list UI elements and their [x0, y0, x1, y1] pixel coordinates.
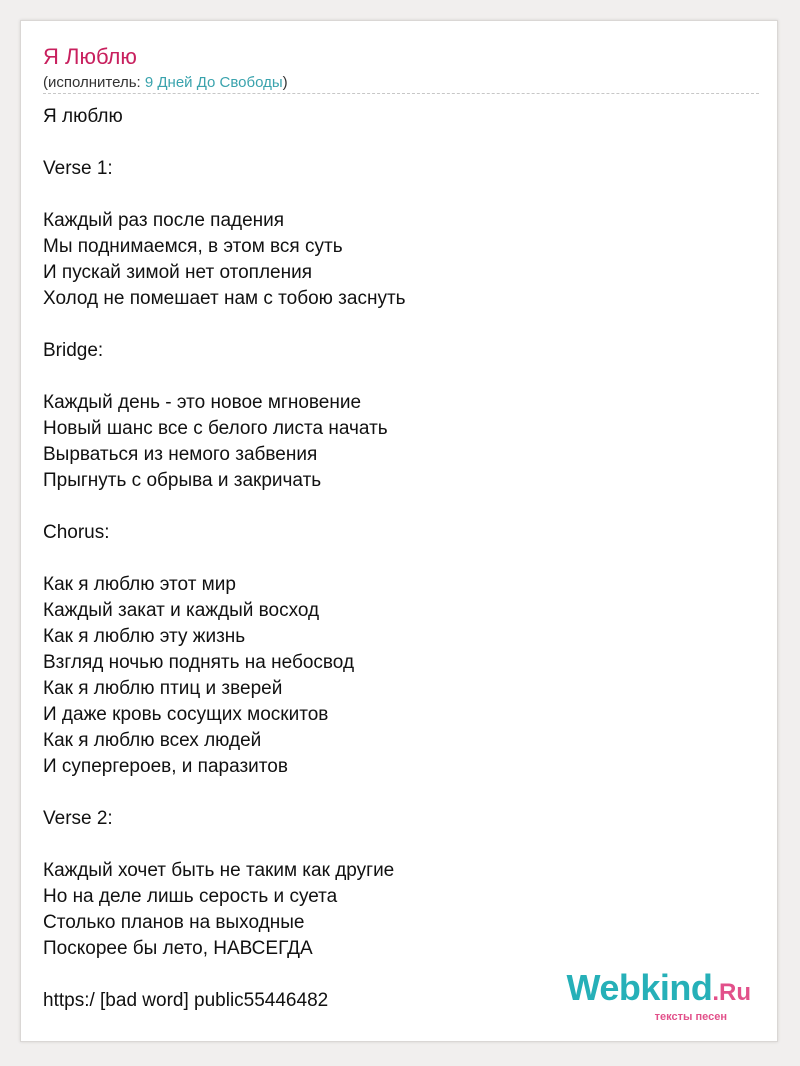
logo-wordmark	[566, 967, 751, 1013]
lyric-line: Новый шанс все с белого листа начать	[43, 418, 388, 439]
lyric-line: Verse 2:	[43, 808, 113, 829]
logo-tagline: тексты песен	[654, 1011, 727, 1023]
song-title: Я Люблю	[43, 44, 137, 69]
lyric-blank-line	[43, 780, 759, 806]
lyric-line: Каждый день - это новое мгновение	[43, 392, 362, 413]
lyric-line: И пускай зимой нет отопления	[43, 262, 312, 283]
lyric-line: Как я люблю этот мир	[43, 574, 236, 595]
title-divider	[43, 93, 759, 94]
lyric-line: Как я люблю птиц и зверей	[43, 678, 283, 699]
lyric-line: Прыгнуть с обрыва и закричать	[43, 470, 322, 491]
lyric-line: Каждый хочет быть не таким как другие	[43, 860, 395, 881]
artist-link[interactable]: 9 Дней До Свободы	[144, 74, 283, 91]
lyrics-text	[43, 104, 759, 1014]
lyric-blank-line	[43, 182, 759, 208]
lyric-line: Столько планов на выходные	[43, 912, 305, 933]
lyric-line: Как я люблю всех людей	[43, 730, 262, 751]
lyric-blank-line	[43, 364, 759, 390]
lyric-blank-line	[43, 832, 759, 858]
lyric-blank-line	[43, 130, 759, 156]
artist-suffix: )	[282, 74, 288, 91]
lyric-line: Холод не помешает нам с тобою заснуть	[43, 288, 406, 309]
lyric-line: Взгляд ночью поднять на небосвод	[43, 652, 355, 673]
webkind-logo[interactable]	[566, 967, 751, 1023]
lyric-line: Bridge:	[43, 340, 104, 361]
lyric-line: Verse 1:	[43, 158, 113, 179]
lyric-line: И даже кровь сосущих москитов	[43, 704, 329, 725]
lyrics-card	[20, 20, 778, 1042]
lyric-line: Поскорее бы лето, НАВСЕГДА	[43, 938, 313, 959]
lyric-line: Каждый раз после падения	[43, 210, 285, 231]
lyric-line: Как я люблю эту жизнь	[43, 626, 246, 647]
logo-tld: .Ru	[712, 979, 751, 1006]
artist-line	[43, 73, 288, 93]
lyric-blank-line	[43, 546, 759, 572]
lyric-line: Мы поднимаемся, в этом вся суть	[43, 236, 343, 257]
artist-prefix: (исполнитель:	[43, 74, 145, 91]
lyric-blank-line	[43, 312, 759, 338]
lyric-blank-line	[43, 494, 759, 520]
lyric-line: https:/ [bad word] public55446482	[43, 990, 329, 1011]
lyric-line: И супергероев, и паразитов	[43, 756, 288, 777]
lyric-line: Я люблю	[43, 106, 123, 127]
logo-name: Webkind	[566, 967, 713, 1008]
lyric-line: Вырваться из немого забвения	[43, 444, 318, 465]
lyric-line: Chorus:	[43, 522, 110, 543]
lyric-line: Но на деле лишь серость и суета	[43, 886, 338, 907]
lyric-line: Каждый закат и каждый восход	[43, 600, 320, 621]
